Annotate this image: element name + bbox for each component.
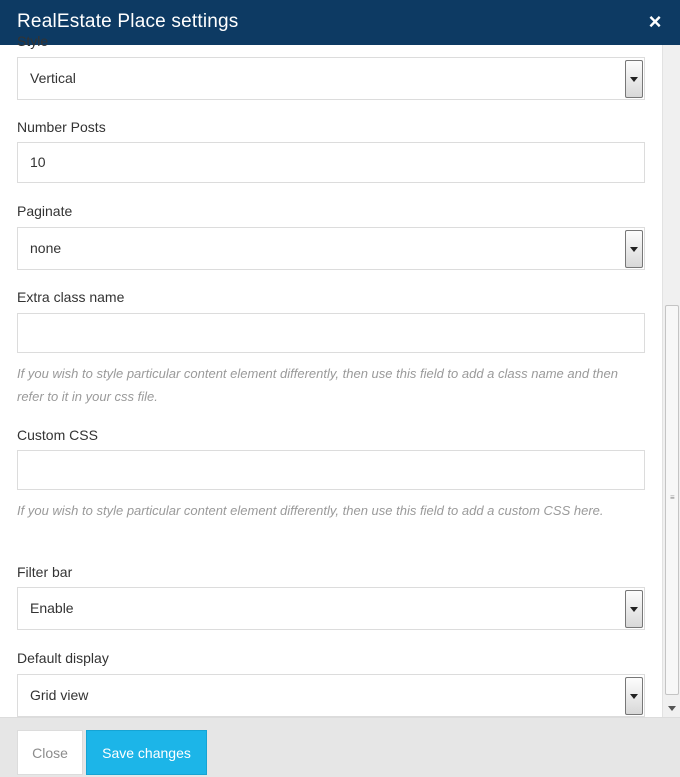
paginate-dropdown-button[interactable]	[625, 230, 643, 268]
scrollbar-thumb[interactable]	[665, 305, 679, 695]
custom-css-input[interactable]	[17, 450, 645, 490]
modal-header	[0, 0, 680, 45]
paginate-label: Paginate	[17, 203, 73, 219]
chevron-down-icon	[630, 694, 638, 699]
close-button[interactable]: Close	[17, 730, 83, 775]
filter-bar-label: Filter bar	[17, 564, 73, 580]
default-display-select[interactable]	[17, 674, 645, 717]
chevron-down-icon	[630, 607, 638, 612]
chevron-down-icon	[630, 247, 638, 252]
number-posts-label: Number Posts	[17, 119, 106, 135]
paginate-select[interactable]	[17, 227, 645, 270]
extra-class-help: If you wish to style particular content element differently, then use this field to add a class name and then refer to it in your css file.	[17, 366, 618, 404]
filter-bar-value: Enable	[30, 600, 74, 616]
default-display-value: Grid view	[30, 687, 89, 703]
style-select[interactable]	[17, 57, 645, 100]
filter-bar-select[interactable]	[17, 587, 645, 630]
modal-title: RealEstate Place settings	[17, 11, 239, 32]
custom-css-label: Custom CSS	[17, 427, 98, 443]
number-posts-value: 10	[30, 154, 46, 170]
extra-class-label: Extra class name	[17, 289, 125, 305]
paginate-value: none	[30, 240, 62, 256]
default-display-label: Default display	[17, 650, 109, 666]
close-icon[interactable]: ×	[648, 9, 662, 34]
chevron-down-icon	[630, 77, 638, 82]
save-changes-button[interactable]: Save changes	[86, 730, 207, 775]
style-value: Vertical	[30, 70, 76, 86]
extra-class-input[interactable]	[17, 313, 645, 353]
grip-icon: ≡	[670, 493, 675, 502]
default-display-dropdown-button[interactable]	[625, 677, 643, 715]
scroll-down-arrow-icon[interactable]	[668, 706, 676, 711]
style-dropdown-button[interactable]	[625, 60, 643, 98]
number-posts-input[interactable]	[17, 142, 645, 183]
settings-form	[0, 33, 662, 717]
content-scrollbar[interactable]	[662, 45, 680, 717]
style-label: Style	[17, 33, 49, 49]
modal-footer	[0, 717, 680, 777]
custom-css-help: If you wish to style particular content element differently, then use this field to add a custom CSS here.	[17, 503, 604, 518]
filter-bar-dropdown-button[interactable]	[625, 590, 643, 628]
